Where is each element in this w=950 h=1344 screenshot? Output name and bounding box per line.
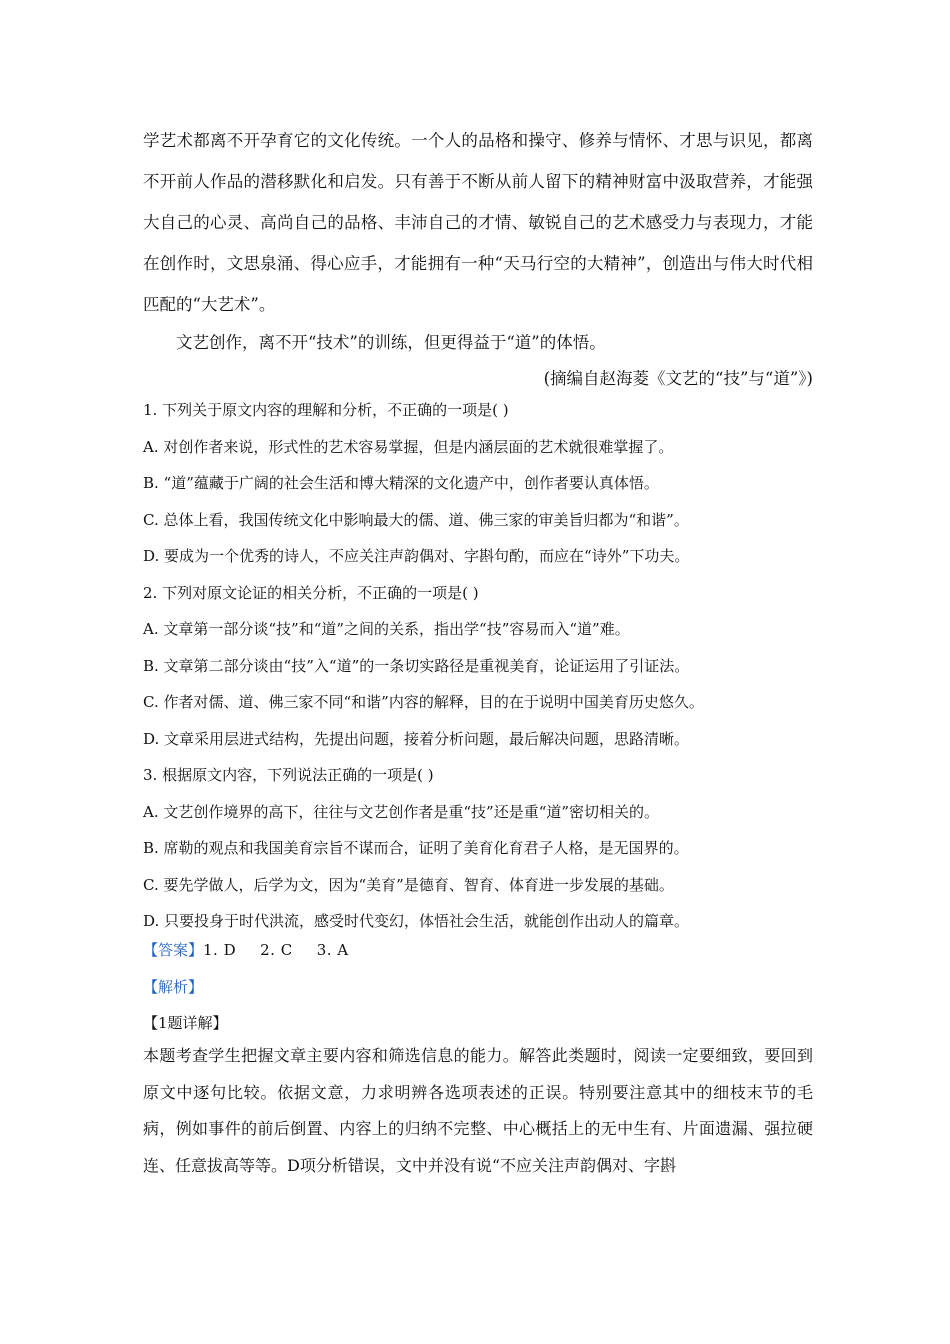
answer-item-3: 3. A — [316, 941, 349, 959]
question-1-option-c: C. 总体上看，我国传统文化中影响最大的儒、道、佛三家的审美旨归都为“和谐”。 — [143, 510, 689, 529]
question-3-option-c: C. 要先学做人，后学为文，因为“美育”是德育、智育、体育进一步发展的基础。 — [143, 875, 674, 894]
answer-line — [143, 932, 813, 969]
question-1-option-a: A. 对创作者来说，形式性的艺术容易掌握，但是内涵层面的艺术就很难掌握了。 — [143, 437, 674, 456]
question-1-option-d: D. 要成为一个优秀的诗人，不应关注声韵偶对、字斟句酌，而应在“诗外”下功夫。 — [143, 547, 690, 565]
analysis-detail — [143, 1038, 813, 1184]
question-1-option-b: B. “道”蕴藏于广阔的社会生活和博大精深的文化遗产中，创作者要认真体悟。 — [143, 474, 659, 492]
passage-paragraph-1: 学艺术都离不开孕育它的文化传统。一个人的品格和操守、修养与情怀、才思与识见，都离不开前人作品的潜移默化和启发。只有善于不断从前人留下的精神财富中汲取营养，才能强大自己的心灵、高尚自己的品格、丰沛自己的才情、敏锐自己的艺术感受力与表现力，才能在创作时，文思泉涌、得心应手，才能拥有一种“天马行空的大精神”，创造出与伟大时代相匹配的“大艺术”。 — [143, 131, 813, 314]
answer-item-1: 1. D — [203, 941, 237, 959]
question-3-option-b: B. 席勒的观点和我国美育宗旨不谋而合，证明了美育化育君子人格，是无国界的。 — [143, 839, 689, 857]
question-list — [143, 392, 813, 940]
question-3-option-d: D. 只要投身于时代洪流，感受时代变幻，体悟社会生活，就能创作出动人的篇章。 — [143, 912, 690, 930]
question-2-stem: 2. 下列对原文论证的相关分析，不正确的一项是( ) — [143, 583, 479, 602]
answer-tag: 【答案】 — [143, 941, 204, 959]
question-3-stem: 3. 根据原文内容，下列说法正确的一项是( ) — [143, 766, 434, 784]
question-3-option-a: A. 文艺创作境界的高下，往往与文艺创作者是重“技”还是重“道”密切相关的。 — [143, 802, 660, 821]
question-2-option-b: B. 文章第二部分谈由“技”入“道”的一条切实路径是重视美育，论证运用了引证法。 — [143, 656, 690, 675]
detail-heading: 【1题详解】 — [143, 1014, 228, 1032]
analysis-tag: 【解析】 — [143, 977, 204, 996]
passage-paragraph-2: 文艺创作，离不开“技术”的训练，但更得益于“道”的体悟。 — [176, 333, 606, 352]
question-1-stem: 1. 下列关于原文内容的理解和分析，不正确的一项是( ) — [143, 401, 509, 419]
passage-citation: (摘编自赵海菱《文艺的“技”与“道”》) — [543, 369, 813, 388]
question-2-option-a: A. 文章第一部分谈“技”和“道”之间的关系，指出学“技”容易而入“道”难。 — [143, 620, 630, 638]
analysis-detail-text: 本题考查学生把握文章主要内容和筛选信息的能力。解答此类题时，阅读一定要细致，要回到原文中逐句比较。依据文意，力求明辨各选项表述的正误。特别要注意其中的细枝末节的毛病，例如事件的前后倒置、内容上的归纳不完整、中心概括上的无中生有、片面遗漏、强拉硬连、任意拔高等等。D项分析错误，文中并没有说“不应关注声韵偶对、字斟 — [143, 1046, 813, 1175]
answer-item-2: 2. C — [260, 941, 293, 959]
passage — [143, 120, 813, 397]
question-2-option-c: C. 作者对儒、道、佛三家不同“和谐”内容的解释，目的在于说明中国美育历史悠久。 — [143, 693, 704, 711]
question-2-option-d: D. 文章采用层进式结构，先提出问题，接着分析问题，最后解决问题，思路清晰。 — [143, 729, 690, 748]
answer-section — [143, 932, 813, 1042]
